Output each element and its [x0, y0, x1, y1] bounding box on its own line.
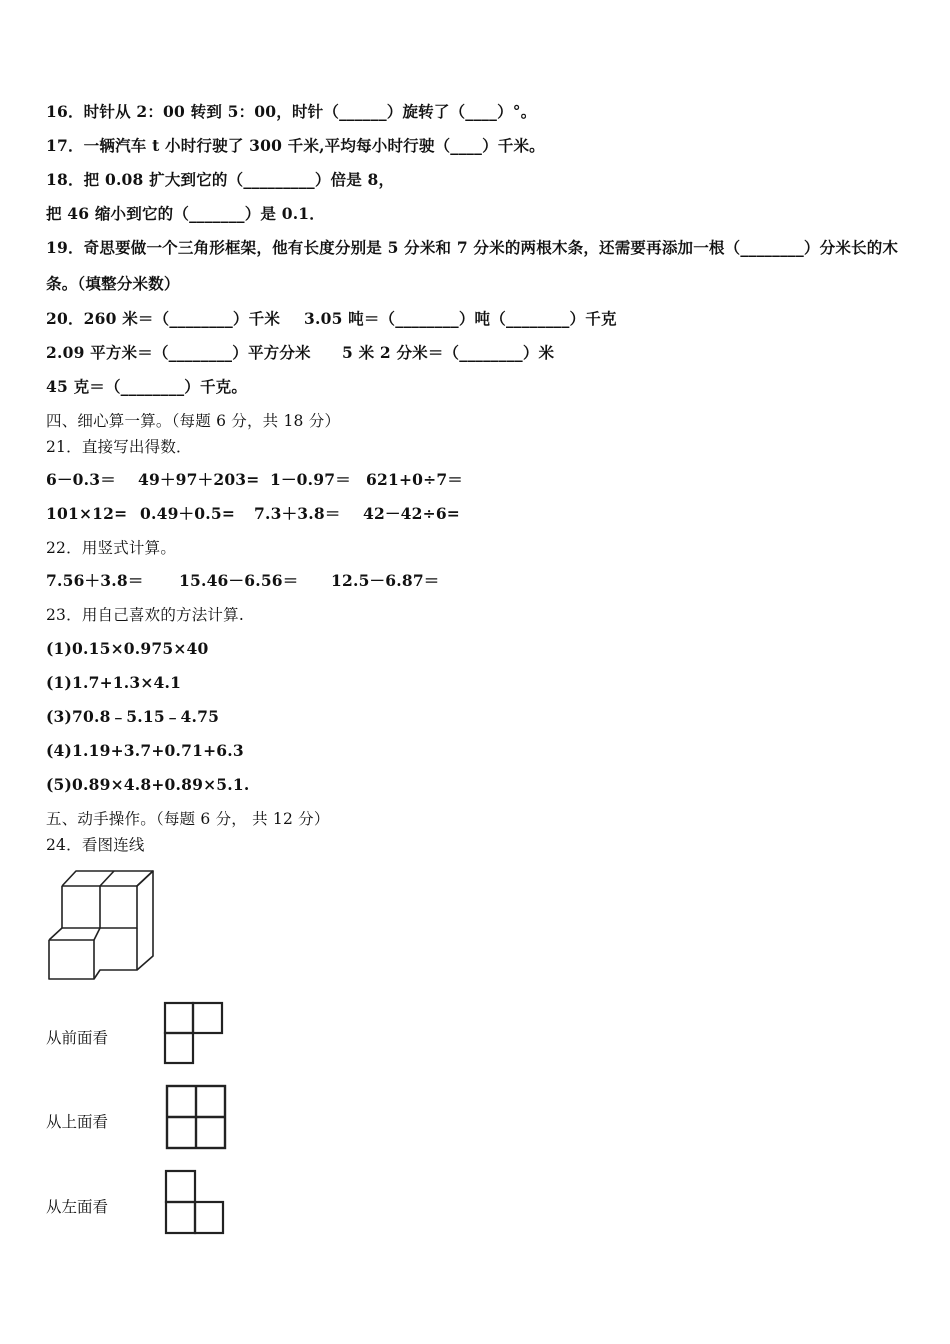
question-18-part1: 18．把 0.08 扩大到它的（_________）倍是 8， [46, 170, 395, 189]
q23-item-1: (1)0.15×0.975×40 [46, 639, 209, 658]
view-label-top: 从上面看 [46, 1113, 109, 1131]
left-view-grid [163, 1168, 227, 1236]
q20-item-b: 3.05 吨＝（________）吨（________）千克 [304, 309, 617, 328]
q23-item-5: (5)0.89×4.8+0.89×5.1. [46, 775, 250, 794]
q21-r1-c1: 6－0.3＝ [46, 470, 116, 489]
question-20-row1 [46, 309, 617, 329]
cube-stack-figure [44, 866, 158, 984]
view-label-front: 从前面看 [46, 1029, 109, 1047]
q23-item-4: (4)1.19+3.7+0.71+6.3 [46, 741, 244, 760]
question-21-row2 [46, 504, 460, 524]
question-18-part2: 把 46 缩小到它的（_______）是 0.1． [46, 204, 325, 223]
q21-r2-c1: 101×12= [46, 504, 128, 523]
section-5-heading: 五、动手操作。（每题 6 分， 共 12 分） [46, 810, 330, 828]
front-view-grid [162, 1000, 226, 1066]
q22-c1: 7.56＋3.8＝ [46, 571, 144, 590]
q21-r2-c2: 0.49＋0.5= [140, 504, 236, 523]
question-19: 19．奇思要做一个三角形框架，他有长度分别是 5 分米和 7 分米的两根木条，还需要再添加一根（________）分米长的木条。（填整分米数） [46, 238, 899, 293]
q23-item-3: (3)70.8﹣5.15﹣4.75 [46, 707, 220, 726]
q20-item-e: 45 克＝（________）千克。 [46, 377, 248, 396]
q22-c3: 12.5－6.87＝ [331, 571, 440, 590]
q20-item-c: 2.09 平方米＝（________）平方分米 [46, 343, 311, 362]
q23-item-2: (1)1.7+1.3×4.1 [46, 673, 182, 692]
question-20-row2 [46, 343, 554, 363]
top-view-grid [164, 1083, 228, 1151]
q21-r2-c4: 42－42÷6= [363, 504, 460, 523]
question-23-title: 23．用自己喜欢的方法计算. [46, 606, 244, 624]
question-22-title: 22．用竖式计算。 [46, 539, 177, 557]
question-21-title: 21．直接写出得数． [46, 438, 192, 456]
question-17: 17．一辆汽车 t 小时行驶了 300 千米,平均每小时行驶（____）千米。 [46, 136, 545, 155]
q21-r1-c2: 49＋97＋203= [138, 470, 260, 489]
q21-r2-c3: 7.3＋3.8＝ [254, 504, 341, 523]
section-4-heading: 四、细心算一算。（每题 6 分，共 18 分） [46, 412, 341, 430]
view-label-left: 从左面看 [46, 1198, 109, 1216]
question-21-row1 [46, 470, 463, 490]
q21-r1-c4: 621+0÷7＝ [366, 470, 463, 489]
q22-c2: 15.46－6.56＝ [179, 571, 299, 590]
question-16: 16．时针从 2：00 转到 5：00，时针（______）旋转了（____）°。 [46, 102, 537, 121]
q20-item-a: 20．260 米＝（________）千米 [46, 309, 281, 328]
question-22-row [46, 571, 440, 591]
question-24-title: 24．看图连线 [46, 836, 145, 854]
q21-r1-c3: 1－0.97＝ [270, 470, 351, 489]
q20-item-d: 5 米 2 分米＝（________）米 [342, 343, 555, 362]
